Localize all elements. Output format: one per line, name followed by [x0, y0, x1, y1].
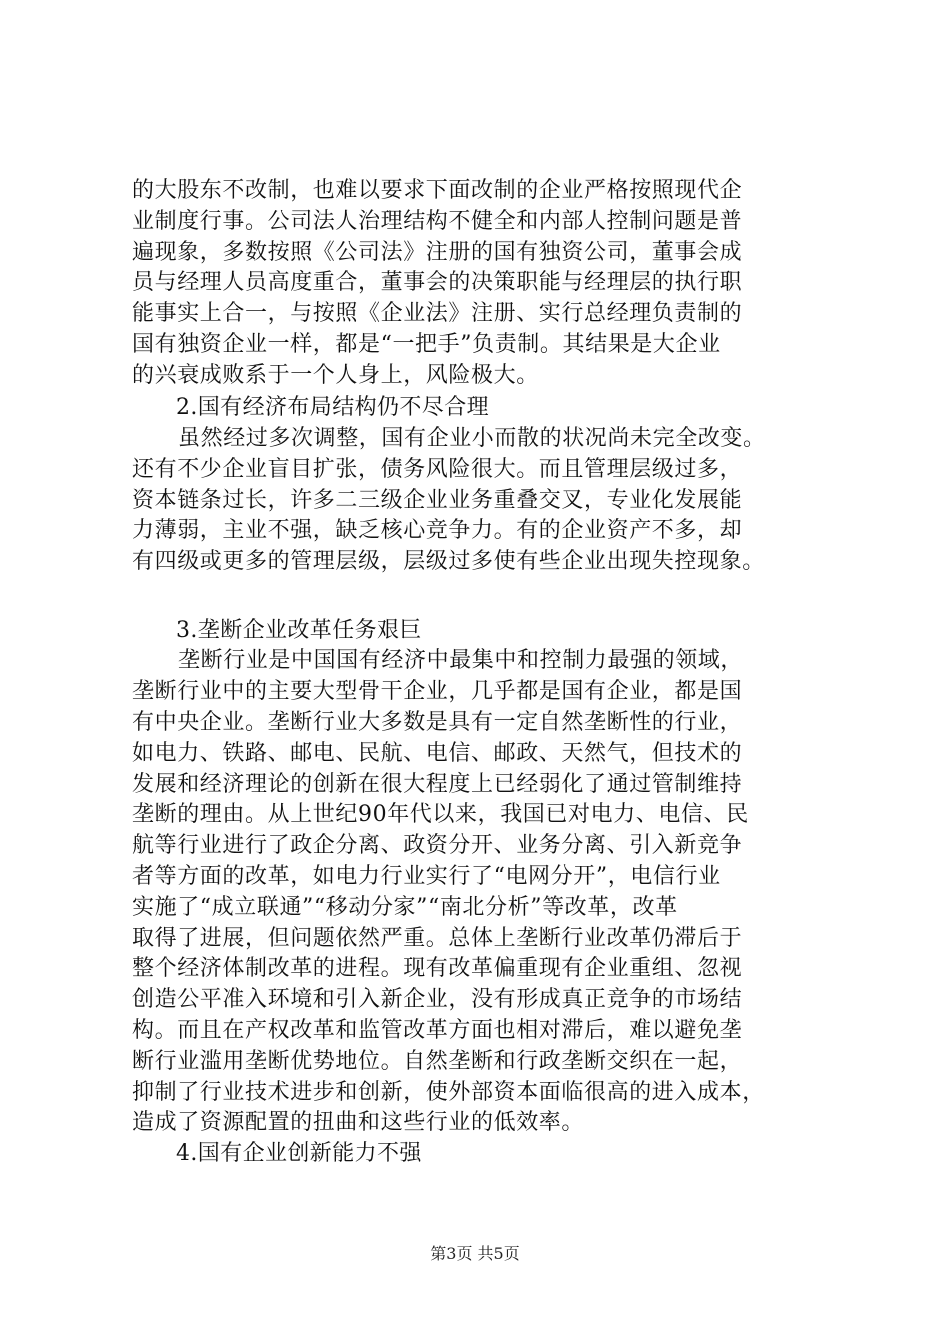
body-text-line: 虽然经过多次调整，国有企业小而散的状况尚未完全改变。	[178, 426, 766, 451]
section-heading: 2.国有经济布局结构仍不尽合理	[176, 395, 489, 420]
body-text-line: 抑制了行业技术进步和创新，使外部资本面临很高的进入成本，	[132, 1080, 765, 1105]
body-text-line: 发展和经济理论的创新在很大程度上已经弱化了通过管制维持	[132, 772, 743, 797]
body-text-line: 的大股东不改制，也难以要求下面改制的企业严格按照现代企	[132, 178, 743, 203]
body-text-line: 力薄弱，主业不强，缺乏核心竞争力。有的企业资产不多，却	[132, 518, 743, 543]
body-text-line: 国有独资企业一样，都是“一把手”负责制。其结果是大企业	[132, 332, 721, 357]
page-footer: 第3页 共5页	[430, 1244, 520, 1263]
body-text-line: 遍现象，多数按照《公司法》注册的国有独资公司，董事会成	[132, 240, 743, 265]
body-text-line: 取得了进展，但问题依然严重。总体上垄断行业改革仍滞后于	[132, 926, 743, 951]
body-text-line: 员与经理人员高度重合，董事会的决策职能与经理层的执行职	[132, 270, 743, 295]
body-text-line: 航等行业进行了政企分离、政资分开、业务分离、引入新竞争	[132, 833, 743, 858]
body-text-line: 业制度行事。公司法人治理结构不健全和内部人控制问题是普	[132, 209, 743, 234]
body-text-line: 构。而且在产权改革和监管改革方面也相对滞后，难以避免垄	[132, 1018, 743, 1043]
body-text-line: 的兴衰成败系于一个人身上，风险极大。	[132, 363, 539, 388]
section-heading: 3.垄断企业改革任务艰巨	[176, 618, 422, 643]
body-text-line: 整个经济体制改革的进程。现有改革偏重现有企业重组、忽视	[132, 956, 743, 981]
body-text-line: 垄断的理由。从上世纪90年代以来，我国已对电力、电信、民	[132, 802, 749, 827]
body-text-line: 如电力、铁路、邮电、民航、电信、邮政、天然气，但技术的	[132, 741, 743, 766]
section-heading: 4.国有企业创新能力不强	[176, 1141, 422, 1166]
body-text-line: 造成了资源配置的扭曲和这些行业的低效率。	[132, 1110, 585, 1135]
body-text-line: 者等方面的改革，如电力行业实行了“电网分开”，电信行业	[132, 864, 721, 889]
body-text-line: 资本链条过长，许多二三级企业业务重叠交叉，专业化发展能	[132, 488, 743, 513]
body-text-line: 有四级或更多的管理层级，层级过多使有些企业出现失控现象。	[132, 549, 765, 574]
body-text-line: 垄断行业是中国国有经济中最集中和控制力最强的领域，	[178, 648, 744, 673]
body-text-line: 有中央企业。垄断行业大多数是具有一定自然垄断性的行业，	[132, 710, 743, 735]
body-text-line: 断行业滥用垄断优势地位。自然垄断和行政垄断交织在一起，	[132, 1049, 743, 1074]
body-text-line: 垄断行业中的主要大型骨干企业，几乎都是国有企业，都是国	[132, 679, 743, 704]
body-text-line: 实施了“成立联通”“移动分家”“南北分析”等改革，改革	[132, 895, 678, 920]
body-text-line: 创造公平准入环境和引入新企业，没有形成真正竞争的市场结	[132, 987, 743, 1012]
body-text-line: 能事实上合一，与按照《企业法》注册、实行总经理负责制的	[132, 301, 743, 326]
body-text-line: 还有不少企业盲目扩张，债务风险很大。而且管理层级过多，	[132, 457, 743, 482]
